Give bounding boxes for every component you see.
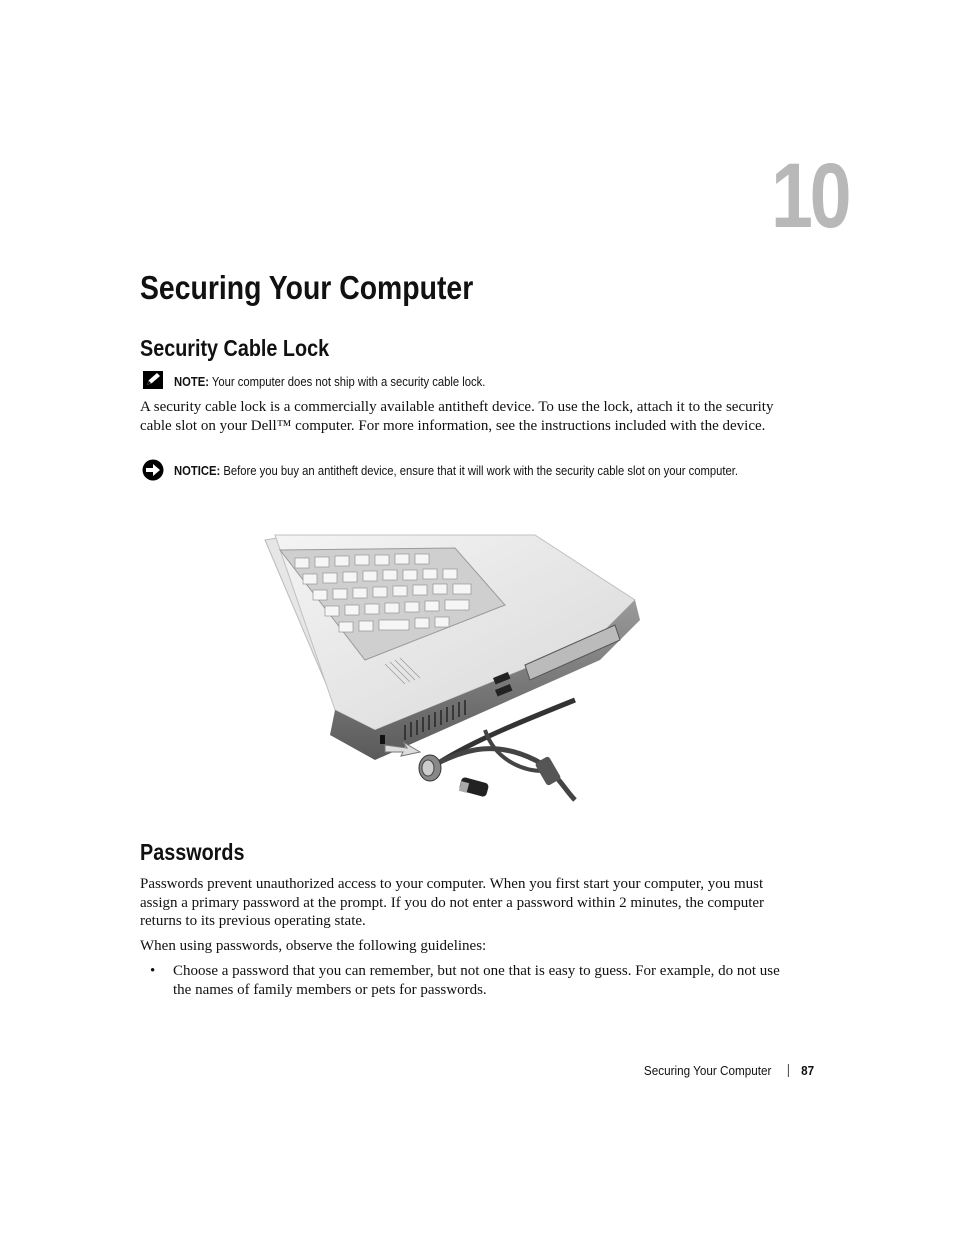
pencil-note-icon xyxy=(142,370,164,390)
list-item: Choose a password that you can remember, but not one that is easy to guess. For example, do not use the names of family members or pets for passwords. xyxy=(173,963,780,998)
footer-divider xyxy=(787,1064,788,1077)
notice-arrow-icon xyxy=(142,459,164,481)
chapter-title: Securing Your Computer xyxy=(140,269,474,306)
passwords-paragraph-2: When using passwords, observe the following guidelines: xyxy=(140,938,487,954)
cable-lock-paragraph: A security cable lock is a commercially available antitheft device. To use the lock, attach it to the security cable slot on your Dell™ computer. For more information, see the instructions included with the device. xyxy=(140,399,774,434)
section-heading-passwords: Passwords xyxy=(140,839,245,865)
page-number: 87 xyxy=(800,1063,814,1078)
chapter-number: 10 xyxy=(770,145,848,247)
notice-text xyxy=(174,462,795,480)
note-body: Your computer does not ship with a security cable lock. xyxy=(209,375,486,389)
section-heading-cable-lock: Security Cable Lock xyxy=(140,335,330,361)
note-text xyxy=(174,373,795,391)
laptop-cable-lock-illustration xyxy=(235,530,655,820)
footer-section-title: Securing Your Computer xyxy=(643,1063,772,1078)
notice-label: NOTICE: xyxy=(174,464,221,478)
page-footer xyxy=(644,1062,814,1080)
notice-body: Before you buy an antitheft device, ensure that it will work with the security cable slot on your computer. xyxy=(220,464,739,478)
bullet-marker: • xyxy=(150,963,156,979)
note-label: NOTE: xyxy=(174,375,210,389)
passwords-paragraph-1: Passwords prevent unauthorized access to your computer. When you first start your computer, you must assign a primary password at the prompt. If you do not enter a password within 2 minutes, the computer returns to its previous operating state. xyxy=(140,876,765,930)
